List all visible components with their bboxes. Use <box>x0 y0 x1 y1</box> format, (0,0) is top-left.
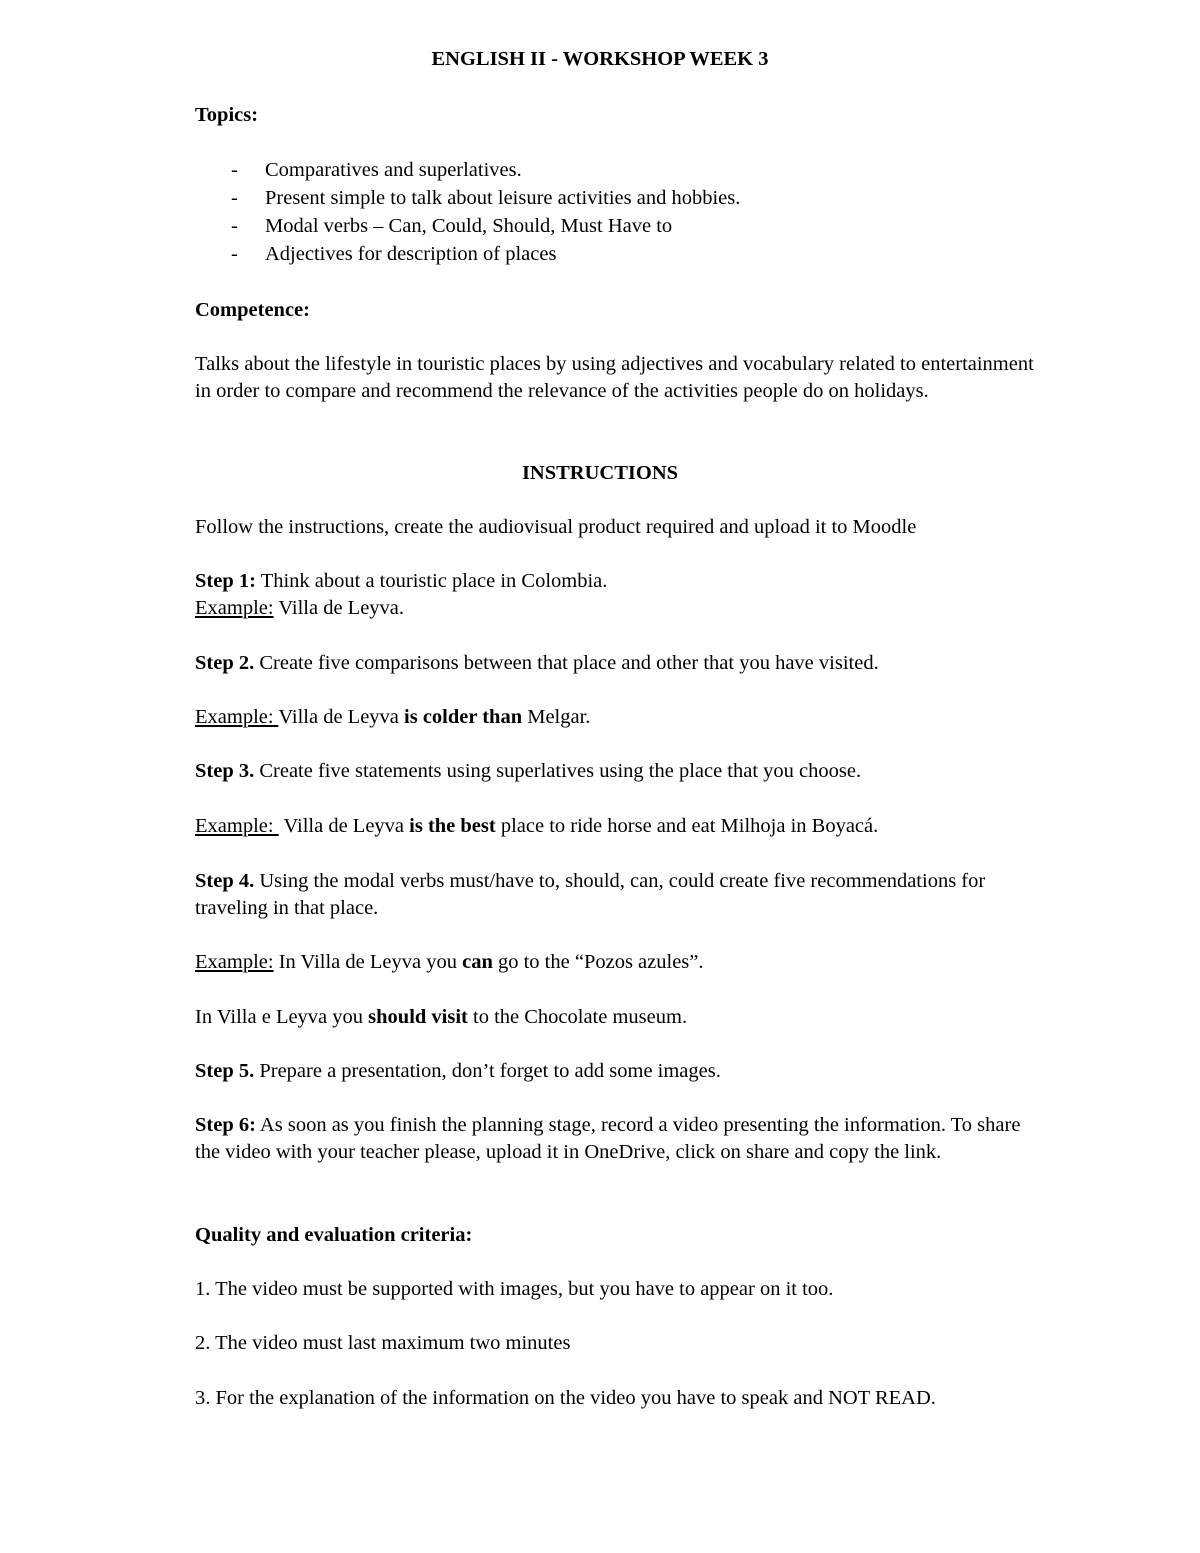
example-text: In Villa e Leyva you <box>195 1006 369 1028</box>
criteria-heading: Quality and evaluation criteria: <box>195 1224 473 1246</box>
list-item: - Modal verbs – Can, Could, Should, Must Have to <box>195 213 1045 241</box>
example-label: Example: <box>195 597 274 619</box>
step-2 <box>195 650 1045 677</box>
step-label: Step 4. <box>195 870 255 892</box>
step-text: Using the modal verbs must/have to, should, can, could create five recommendations for traveling in that place. <box>195 870 986 919</box>
competence-text: Talks about the lifestyle in touristic places by using adjectives and vocabulary related to entertainment in order to compare and recommend the relevance of the activities people do on holidays. <box>195 353 1034 402</box>
step-label: Step 1: <box>195 570 256 592</box>
criteria-item: 2. The video must last maximum two minutes <box>195 1332 571 1354</box>
instructions-intro: Follow the instructions, create the audiovisual product required and upload it to Moodle <box>195 516 917 538</box>
example-label: Example: <box>195 951 274 973</box>
list-item: - Adjectives for description of places <box>195 241 1045 269</box>
step-4-example-2 <box>195 1004 1045 1031</box>
step-3 <box>195 758 1045 785</box>
example-text: to the Chocolate museum. <box>467 1006 688 1028</box>
example-text: Villa de Leyva <box>278 706 405 728</box>
topics-heading: Topics: <box>195 104 259 126</box>
example-text: place to ride horse and eat Milhoja in Boyacá. <box>495 815 879 837</box>
example-text: Villa de Leyva. <box>273 597 405 619</box>
step-1-example <box>195 595 1045 622</box>
example-label: Example: <box>195 706 279 728</box>
criteria-item: 3. For the explanation of the information on the video you have to speak and NOT READ. <box>195 1387 936 1409</box>
step-3-example <box>195 813 1045 840</box>
step-4-example <box>195 949 1045 976</box>
step-text: Create five comparisons between that place and other that you have visited. <box>254 652 879 674</box>
topics-list <box>195 157 1045 269</box>
step-text: Think about a touristic place in Colombia. <box>255 570 608 592</box>
step-4 <box>195 868 1045 922</box>
step-5 <box>195 1058 1045 1085</box>
list-item: - Present simple to talk about leisure activities and hobbies. <box>195 185 1045 213</box>
step-6 <box>195 1112 1045 1166</box>
step-label: Step 6: <box>195 1114 256 1136</box>
example-bold: should visit <box>368 1006 468 1028</box>
step-2-example <box>195 704 1045 731</box>
example-bold: is the best <box>409 815 496 837</box>
example-bold: is colder than <box>404 706 523 728</box>
step-label: Step 5. <box>195 1060 255 1082</box>
step-label: Step 3. <box>195 760 255 782</box>
example-text: go to the “Pozos azules”. <box>492 951 704 973</box>
step-text: As soon as you finish the planning stage, record a video presenting the information. To share the video with your teacher please, upload it in OneDrive, click on share and copy the link. <box>195 1114 1021 1163</box>
example-bold: can <box>462 951 493 973</box>
instructions-heading: INSTRUCTIONS <box>521 462 679 484</box>
competence-heading: Competence: <box>195 299 310 321</box>
step-text: Create five statements using superlatives using the place that you choose. <box>254 760 862 782</box>
step-label: Step 2. <box>195 652 255 674</box>
step-1 <box>195 568 1045 595</box>
example-text: In Villa de Leyva you <box>273 951 463 973</box>
page-title: ENGLISH II - WORKSHOP WEEK 3 <box>431 48 769 70</box>
list-item: - Comparatives and superlatives. <box>195 157 1045 185</box>
example-text: Melgar. <box>522 706 591 728</box>
criteria-item: 1. The video must be supported with images, but you have to appear on it too. <box>195 1278 834 1300</box>
step-text: Prepare a presentation, don’t forget to add some images. <box>254 1060 721 1082</box>
example-text: Villa de Leyva <box>278 815 410 837</box>
example-label: Example: <box>195 815 279 837</box>
